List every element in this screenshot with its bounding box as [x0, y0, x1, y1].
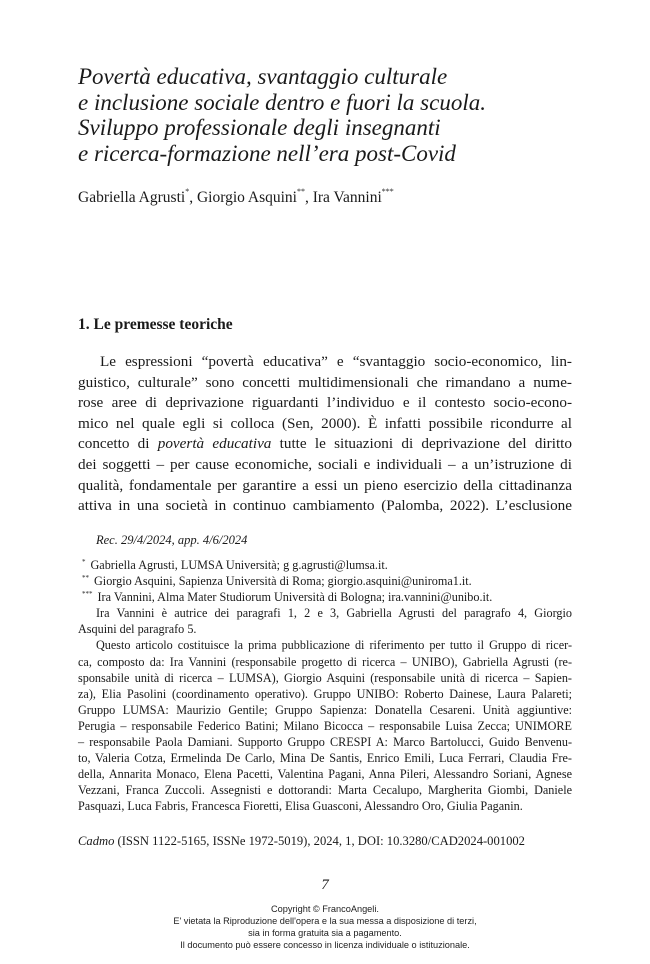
body-line: Le espressioni “povertà educativa” e “svantaggio socio-economico, lin-	[100, 353, 572, 370]
author-list	[78, 189, 394, 207]
group-note-line: Perugia – responsabile Federico Batini; Milano Bicocca – responsabile Luisa Zecca; UNIMORE	[78, 718, 572, 733]
group-note-line: za), Elia Pasolini (coordinamento operativo). Gruppo UNIBO: Roberto Dainese, Laura Palareti;	[78, 686, 572, 701]
page-number: 7	[321, 877, 329, 893]
copyright-line: sia in forma gratuita sia a pagamento.	[248, 928, 402, 938]
footnote-text: Gabriella Agrusti, LUMSA Università; g g.agrusti@lumsa.it.	[90, 558, 388, 572]
section-heading: 1. Le premesse teoriche	[78, 316, 233, 333]
article-title	[78, 64, 598, 166]
body-line: dei soggetti – per cause economiche, sociali e individuali – a un’istruzione di	[78, 455, 572, 473]
footnote-text: Giorgio Asquini, Sapienza Università di Roma; giorgio.asquini@uniroma1.it.	[94, 574, 472, 589]
body-emphasis: povertà educativa	[157, 435, 272, 453]
group-note-line: sponsabile unità di ricerca – LUMSA), Giorgio Asquini (responsabile unità di ricerca – Sapien-	[78, 670, 572, 685]
received-dates: Rec. 29/4/2024, app. 4/6/2024	[96, 533, 248, 547]
footnote	[78, 573, 572, 589]
group-note-line: to, Valeria Cotza, Ermelinda De Carlo, Mina De Santis, Enrico Emili, Luca Ferrari, Claudia Fre-	[78, 751, 572, 766]
footnotes	[78, 557, 572, 815]
body-line: mico nel quale egli si colloca (Sen, 2000). È infatti possibile ricondurre al	[78, 414, 572, 432]
title-line: Povertà educativa, svantaggio culturale	[78, 64, 448, 89]
footnote-text: Ira Vannini, Alma Mater Studiorum Università di Bologna; ira.vannini@unibo.it.	[97, 590, 493, 605]
copyright-line: Copyright © FrancoAngeli.	[271, 904, 379, 914]
group-note-line: della, Annarita Monaco, Elena Pacetti, Valentina Pagani, Anna Pileri, Alessandro Soriani, Agnese	[78, 767, 572, 782]
title-line: e ricerca-formazione nell’era post-Covid	[78, 140, 456, 166]
author-name: Giorgio Asquini	[196, 189, 297, 206]
group-note-line: – responsabile Paola Damiani. Supporto Gruppo CRESPI A: Marco Bartolucci, Guido Benvenu-	[78, 735, 572, 750]
body-line: qualità, fondamentale per garantire a essi un pieno esercizio della cittadinanza	[78, 476, 572, 494]
footnote-mark: **	[82, 574, 89, 583]
footnote	[78, 589, 572, 605]
title-line: Sviluppo professionale degli insegnanti	[78, 115, 441, 140]
body-paragraph	[78, 352, 572, 517]
author-name: Ira Vannini	[312, 189, 382, 206]
journal-name: Cadmo	[78, 834, 115, 848]
attribution-note-line: Asquini del paragrafo 5.	[78, 622, 197, 637]
attribution-note-line: Ira Vannini è autrice dei paragrafi 1, 2 e 3, Gabriella Agrusti del paragrafo 4, Giorgio	[96, 606, 572, 621]
author-footnote-mark: *	[185, 187, 190, 196]
footnote-mark: ***	[82, 590, 93, 599]
journal-citation	[78, 834, 525, 849]
body-line: guistico, culturale” sono concetti multidimensionali che rimandano a nume-	[78, 373, 572, 391]
footnote	[78, 557, 572, 573]
copyright-notice	[0, 903, 650, 951]
journal-details: (ISSN 1122-5165, ISSNe 1972-5019), 2024, 1, DOI: 10.3280/CAD2024-001002	[114, 834, 525, 848]
footnote-mark: *	[82, 558, 86, 566]
group-note-line: Vezzani, Franca Zuccoli. Assegnisti e dottorandi: Marta Cecalupo, Margherita Giombi, Daniele	[78, 783, 572, 798]
author-name: Gabriella Agrusti	[78, 189, 186, 206]
title-line: e inclusione sociale dentro e fuori la scuola.	[78, 89, 486, 115]
body-line	[78, 434, 572, 455]
body-line: rose aree di deprivazione riguardanti l’individuo e il contesto socio-econo-	[78, 394, 572, 412]
author-footnote-mark: **	[296, 187, 305, 196]
author-footnote-mark: ***	[381, 187, 394, 196]
group-note-line: ca, composto da: Ira Vannini (responsabile progetto di ricerca – UNIBO), Gabriella Agrusti (re-	[78, 654, 572, 669]
group-note-line: Gruppo LUMSA: Maurizio Gentile; Gruppo Sapienza: Donatella Cesareni. Unità aggiuntive:	[78, 702, 572, 717]
copyright-line: Il documento può essere concesso in licenza individuale o istituzionale.	[180, 940, 470, 950]
body-text-run: concetto di	[78, 435, 158, 453]
body-line: attiva in una società in continuo cambiamento (Palomba, 2022). L’esclusione	[78, 497, 572, 515]
author-separator: ,	[304, 189, 313, 206]
group-note-line: Questo articolo costituisce la prima pubblicazione di riferimento per tutto il Gruppo di ricer-	[96, 638, 572, 653]
group-note-line: Pasquazi, Luca Fabris, Francesca Fioretti, Elisa Guasconi, Alessandro Oro, Giulia Paganin.	[78, 799, 523, 814]
body-text-run: tutte le situazioni di deprivazione del diritto	[271, 435, 572, 453]
copyright-line: E' vietata la Riproduzione dell'opera e la sua messa a disposizione di terzi,	[173, 916, 477, 926]
author-separator: ,	[189, 189, 197, 206]
